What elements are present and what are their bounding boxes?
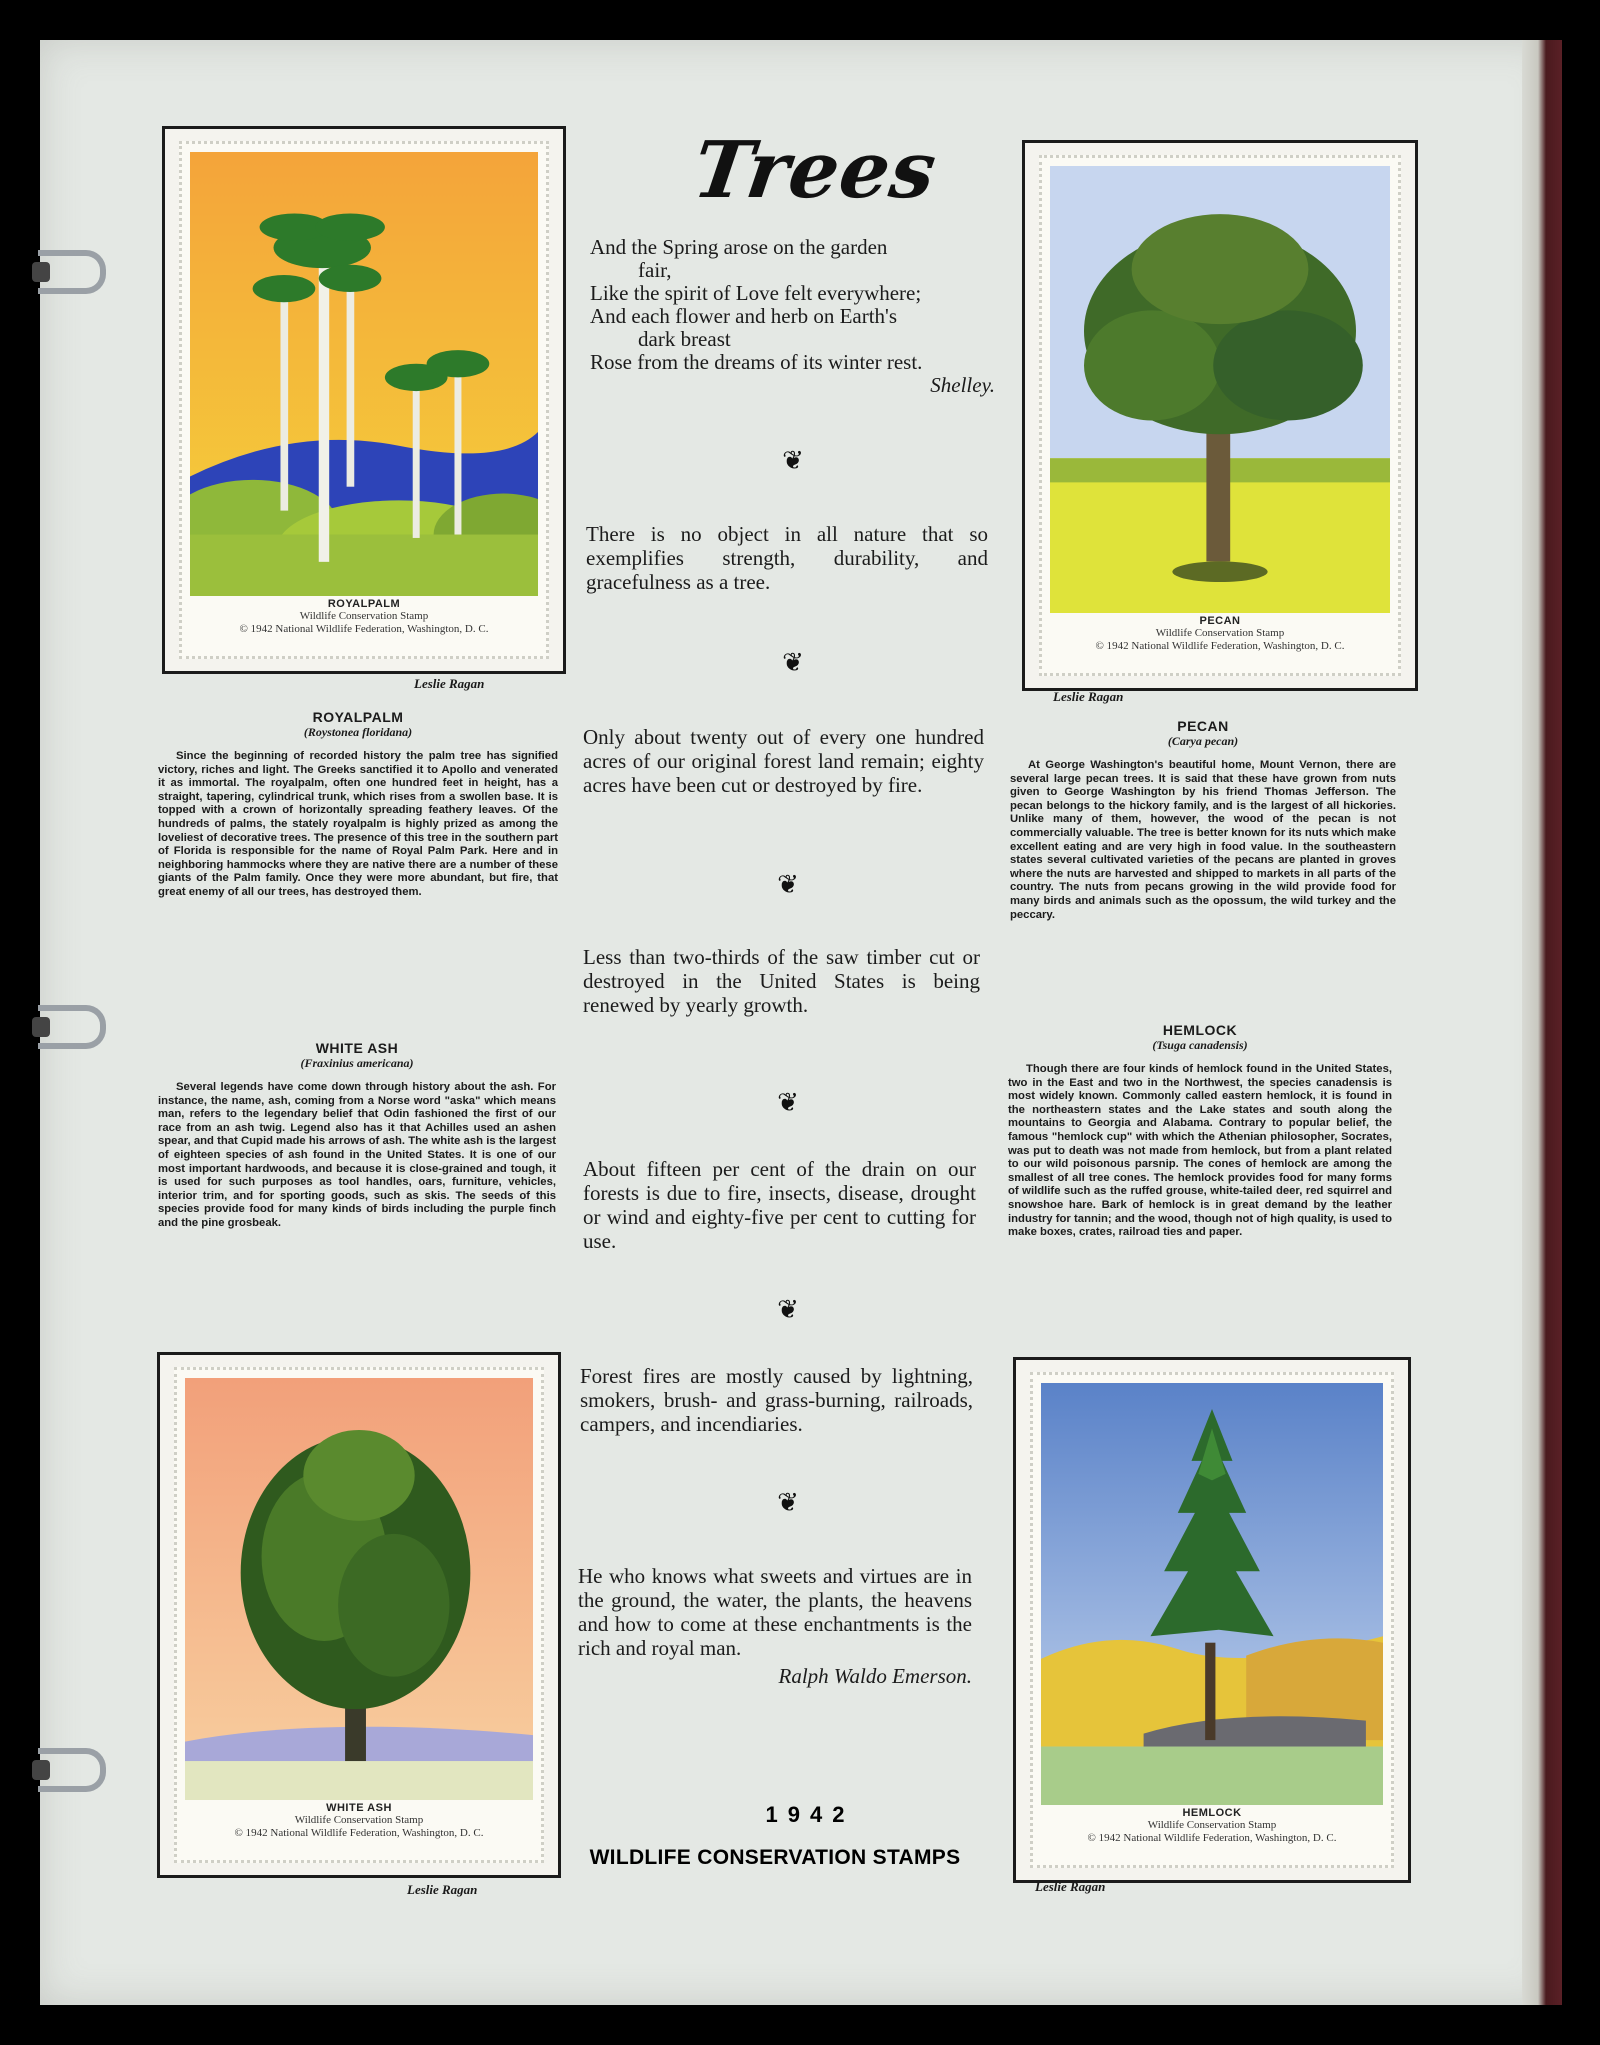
stamp-royalpalm bbox=[179, 141, 549, 659]
leaf-ornament-icon: ❦ bbox=[782, 648, 804, 677]
stamp-subtitle: Wildlife Conservation Stamp bbox=[1155, 627, 1285, 639]
stamp-name: WHITE ASH bbox=[326, 1802, 392, 1814]
stamp-hemlock bbox=[1030, 1372, 1394, 1868]
artist-credit: Leslie Ragan bbox=[407, 1882, 478, 1897]
leaf-ornament-icon: ❦ bbox=[777, 870, 799, 899]
poem-line: And each flower and herb on Earth's bbox=[590, 304, 898, 328]
entry-scientific-name: (Fraxinius americana) bbox=[300, 1056, 414, 1070]
text-paragraph bbox=[580, 1364, 973, 1436]
paragraph-text: He who knows what sweets and virtues are in the ground, the water, the plants, the heavens and how to come at these enchantments is the rich and royal man. bbox=[578, 1564, 972, 1660]
stamp-frame-whiteash bbox=[157, 1352, 561, 1878]
stamp-pecan bbox=[1039, 155, 1401, 676]
paragraph-text: Only about twenty out of every one hundred acres of our original forest land remain; eighty acres have been cut or destroyed by fire. bbox=[583, 725, 984, 797]
text-paragraph bbox=[583, 1157, 976, 1253]
leaf-ornament-icon: ❦ bbox=[777, 1488, 799, 1517]
poem-line: dark breast bbox=[638, 327, 731, 351]
entry-scientific-name: (Tsuga canadensis) bbox=[1152, 1038, 1248, 1052]
stamp-caption bbox=[1041, 1805, 1383, 1859]
paragraph-text: There is no object in all nature that so exemplifies strength, durability, and gracefulness as a tree. bbox=[586, 522, 988, 594]
stamp-caption bbox=[1050, 613, 1390, 667]
poem-line: Rose from the dreams of its winter rest. bbox=[590, 350, 923, 374]
artist-credit: Leslie Ragan bbox=[1035, 1879, 1106, 1894]
entry-body: Since the beginning of recorded history the palm tree has signified victory, riches and light. The Greeks sanctified it to Apollo and venerated it as immortal. The royalpalm, often one hundred feet in height, has a straight, tapering, cylindrical trunk, which rises from a swollen base. It is topped with a crown of horizontally spreading feathery leaves. Of the hundreds of palms, the stately royalpalm is highly prized as among the loveliest of decorative trees. The presence of this tree in the southern part of Florida is responsible for the name of Royal Palm Park. Here and in neighboring hammocks where they are native there are a number of these giants of the Palm family. Once they were more abundant, but fire, that great enemy of all our trees, has destroyed them. bbox=[158, 750, 558, 898]
shelley-poem bbox=[590, 236, 995, 397]
stamp-name: ROYALPALM bbox=[327, 598, 401, 610]
entry-title: PECAN bbox=[1177, 718, 1229, 734]
stamp-copyright: © 1942 National Wildlife Federation, Washington, D. C. bbox=[1087, 1832, 1337, 1844]
stamp-name: PECAN bbox=[1199, 615, 1241, 627]
entry-title: ROYALPALM bbox=[312, 709, 404, 725]
artist-credit: Leslie Ragan bbox=[414, 676, 485, 691]
stamp-art-whiteash bbox=[185, 1378, 533, 1800]
entry-body: At George Washington's beautiful home, Mount Vernon, there are several large pecan trees. It is said that these have grown from nuts given to George Washington by his friend Thomas Jefferson. The pecan belongs to the hickory family, and is the largest of all hickories. Unlike many of them, however, the wood of the pecan is not commercially valuable. The tree is better known for its nuts which make excellent eating and are very high in food value. In the southeastern states several cultivated varieties of the pecans are planted in groves where the nuts are harvested and shipped to markets in all parts of the country. The nuts from pecans growing in the wild provide food for many birds and animals such as the opossum, the wild turkey and the peccary. bbox=[1010, 759, 1396, 921]
stamp-copyright: © 1942 National Wildlife Federation, Washington, D. C. bbox=[239, 623, 489, 635]
poem-author: Shelley. bbox=[930, 373, 995, 397]
stamp-name: HEMLOCK bbox=[1182, 1807, 1242, 1819]
entry-whiteash bbox=[158, 1040, 556, 1231]
entry-scientific-name: (Roystonea floridana) bbox=[303, 725, 413, 739]
entry-royalpalm bbox=[158, 709, 558, 900]
page-title: Trees bbox=[687, 125, 943, 216]
footer-caption: WILDLIFE CONSERVATION STAMPS bbox=[589, 1846, 961, 1869]
stamp-subtitle: Wildlife Conservation Stamp bbox=[299, 610, 429, 622]
poem-line: Like the spirit of Love felt everywhere; bbox=[590, 281, 922, 305]
text-paragraph bbox=[578, 1564, 972, 1688]
entry-title: HEMLOCK bbox=[1162, 1022, 1238, 1038]
artist-credit: Leslie Ragan bbox=[1053, 689, 1124, 704]
binder-ring-middle bbox=[38, 1005, 106, 1049]
binder-ring-bottom bbox=[38, 1748, 106, 1792]
text-paragraph bbox=[583, 725, 984, 797]
binder-cover-edge bbox=[1522, 40, 1562, 2005]
stamp-copyright: © 1942 National Wildlife Federation, Washington, D. C. bbox=[1095, 640, 1345, 652]
footer-year: 1942 bbox=[765, 1802, 855, 1827]
stamp-frame-hemlock bbox=[1013, 1357, 1411, 1883]
stamp-art-hemlock bbox=[1041, 1383, 1383, 1805]
leaf-ornament-icon: ❦ bbox=[777, 1088, 799, 1117]
entry-pecan bbox=[1010, 718, 1396, 922]
stamp-frame-royalpalm bbox=[162, 126, 566, 674]
binder-ring-top bbox=[38, 250, 106, 294]
entry-title: WHITE ASH bbox=[315, 1040, 399, 1056]
stamp-art-royalpalm bbox=[190, 152, 538, 596]
stamp-art-pecan bbox=[1050, 166, 1390, 613]
paragraph-text: About fifteen per cent of the drain on our forests is due to fire, insects, disease, drought or wind and eighty-five per cent to cutting for use. bbox=[583, 1157, 976, 1253]
leaf-ornament-icon: ❦ bbox=[777, 1295, 799, 1324]
stamp-caption bbox=[185, 1800, 533, 1854]
leaf-ornament-icon: ❦ bbox=[782, 446, 804, 475]
stamp-caption bbox=[190, 596, 538, 650]
paragraph-text: Forest fires are mostly caused by lightning, smokers, brush- and grass-burning, railroads, campers, and incendiaries. bbox=[580, 1364, 973, 1436]
stamp-subtitle: Wildlife Conservation Stamp bbox=[1147, 1819, 1277, 1831]
entry-body: Though there are four kinds of hemlock found in the United States, two in the East and two in the Northwest, the species canadensis is most widely known. Commonly called eastern hemlock, it is found in the northeastern states and the Lake states and south along the mountains to Georgia and Alabama. Contrary to popular belief, the famous "hemlock cup" with which the Athenian philosopher, Socrates, was put to death was not made from hemlock, but from a plant related to our wild poisonous parsnip. The cones of hemlock are among the smallest of all tree cones. The hemlock provides food for many forms of wildlife such as the ruffed grouse, white-tailed deer, red squirrel and snowshoe hare. Bark of hemlock is in great demand by the leather industry for tannin; and the wood, though not of high quality, is used to make boxes, crates, railroad ties and paper. bbox=[1008, 1063, 1392, 1239]
stamp-whiteash bbox=[174, 1367, 544, 1863]
quote-author: Ralph Waldo Emerson. bbox=[778, 1664, 972, 1688]
poem-line: And the Spring arose on the garden bbox=[590, 235, 888, 259]
text-paragraph bbox=[586, 522, 988, 594]
entry-body: Several legends have come down through history about the ash. For instance, the name, ash, coming from a Norse word "aska" which means man, refers to the legendary belief that Odin fashioned the first of our race from an ash twig. Legend also has it that Achilles used an ashen spear, and that Cupid made his arrows of ash. The white ash is the largest of eighteen species of ash found in the United States. It is one of our most important hardwoods, and because it is close-grained and tough, it is used for such purposes as tool handles, oars, furniture, vehicles, interior trim, and for sporting goods, such as skis. The seeds of this species provide food for many kinds of birds including the purple finch and the pine grosbeak. bbox=[158, 1081, 556, 1229]
stamp-copyright: © 1942 National Wildlife Federation, Washington, D. C. bbox=[234, 1827, 484, 1839]
text-paragraph bbox=[583, 945, 980, 1017]
poem-line: fair, bbox=[638, 258, 672, 282]
stamp-subtitle: Wildlife Conservation Stamp bbox=[294, 1814, 424, 1826]
paragraph-text: Less than two-thirds of the saw timber cut or destroyed in the United States is being renewed by yearly growth. bbox=[583, 945, 980, 1017]
entry-hemlock bbox=[1008, 1022, 1392, 1240]
entry-scientific-name: (Carya pecan) bbox=[1167, 734, 1239, 748]
stamp-frame-pecan bbox=[1022, 140, 1418, 691]
